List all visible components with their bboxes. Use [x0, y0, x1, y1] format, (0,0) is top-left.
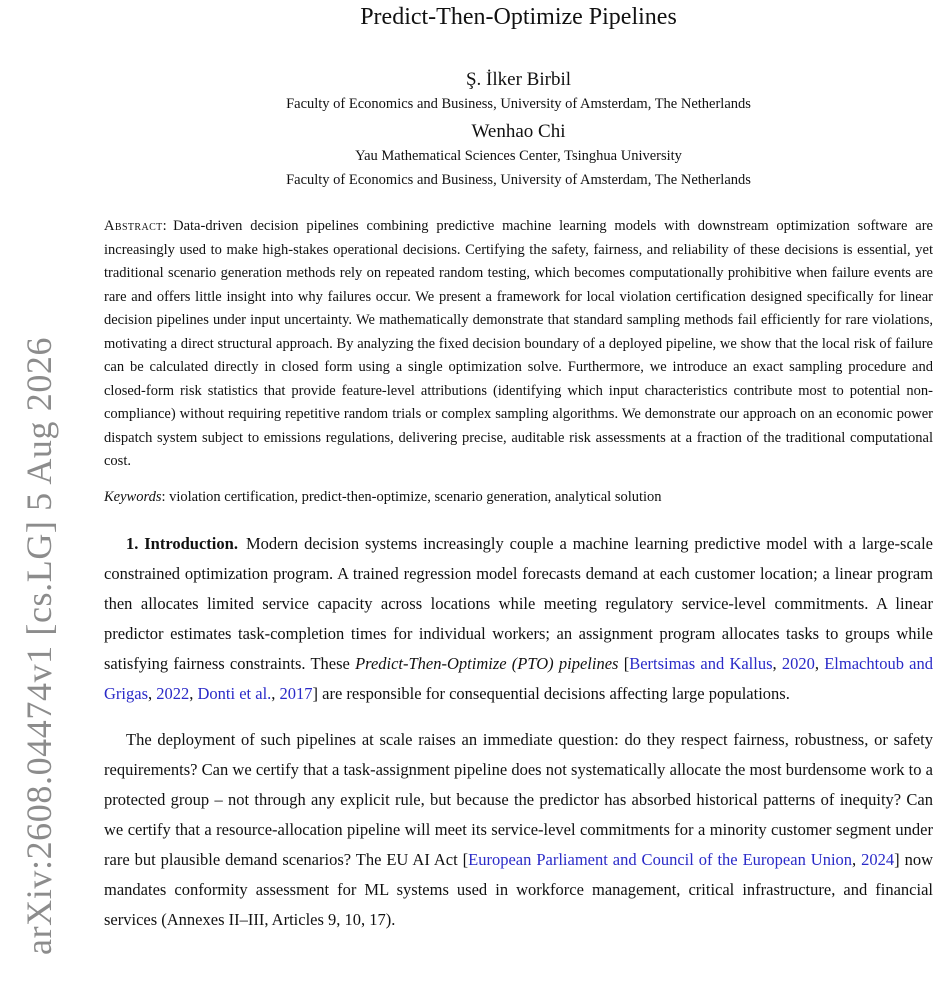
- paper-page: [104, 0, 933, 952]
- citation-year-link[interactable]: 2020: [781, 653, 815, 673]
- author-name: Wenhao Chi: [471, 121, 566, 142]
- citation-year-link[interactable]: 2022: [156, 683, 190, 703]
- arxiv-identifier-text: arXiv:2608.04474v1 [cs.LG] 5 Aug 2026: [19, 336, 59, 955]
- abstract-label: Abstract:: [104, 218, 168, 234]
- citation-link[interactable]: Bertsimas and Kallus: [629, 653, 773, 673]
- keywords-label: Keywords: [104, 488, 162, 505]
- author-affiliation: Yau Mathematical Sciences Center, Tsinghua University: [355, 148, 682, 164]
- intro-text: The deployment of such pipelines at scale raises an immediate question: do they respect fairness, robustness, or safety requirements? Can we certify that a task-assignment pipeline does not systematically allocate the most burdensome work to a protected group – not through any explicit rule, but because the predictor has absorbed historical patterns of inequity? Can we certify that a resource-allocation pipeline will meet its service-level commitments for a minority customer segment under rare but plausible demand scenarios? The EU AI Act: [104, 730, 933, 869]
- paper-title: Predict-Then-Optimize Pipelines: [360, 4, 677, 30]
- keywords: Keywords: violation certification, predict-then-optimize, scenario generation, analytical solution: [104, 488, 662, 505]
- intro-paragraph: 1. Introduction. Modern decision systems increasingly couple a machine learning predictive model with a large-scale constrained optimization program. A trained regression model forecasts demand at each customer location; a linear program then allocates limited service capacity across locations while meeting regulatory service-level commitments. A linear predictor estimates task-completion times for individual workers; an assignment program allocates tasks to groups while satisfying fairness constraints. These Predict-Then-Optimize (PTO) pipelines [Bertsimas and Kallus, 2020, Elmachtoub and Grigas, 2022, Donti et al., 2017] are responsible for consequential decisions affecting large populations.: [104, 533, 934, 703]
- author-affiliation: Faculty of Economics and Business, University of Amsterdam, The Netherlands: [286, 96, 751, 112]
- arxiv-identifier-stamp: [18, 336, 62, 955]
- citation-link[interactable]: Elmachtoub and Grigas: [104, 653, 933, 703]
- author-name: Ş. İlker Birbil: [465, 69, 572, 90]
- citation-link[interactable]: Donti et al.: [197, 683, 272, 703]
- author-block: [104, 68, 933, 192]
- abstract-text: Data-driven decision pipelines combining predictive machine learning models with downstream optimization software are increasingly used to make high-stakes operational decisions. Certifying the safety, fairness, and reliability of these decisions is essential, yet traditional scenario generation methods rely on repeated random testing, which becomes computationally prohibitive when failure events are rare and offers little insight into why failures occur. We present a framework for local violation certification designed specifically for linear decision pipelines under input uncertainty. We mathematically demonstrate that standard sampling methods fail efficiently for rare violations, motivating a direct structural approach. By analyzing the fixed decision boundary of a deployed pipeline, we show that the local risk of failure can be calculated directly in closed form using a single optimization solve. Furthermore, we introduce an exact sampling procedure and closed-form risk statistics that provide feature-level attributions (identifying which input characteristics contribute most to potential non-compliance) without requiring repetitive random trials or complex sampling algorithms. We demonstrate our approach on an economic power dispatch system subject to emissions regulations, delivering precise, auditable risk assessments at a fraction of the traditional computational cost.: [104, 218, 933, 469]
- abstract: [104, 215, 933, 474]
- citation-year-link[interactable]: 2017: [279, 683, 313, 703]
- intro-text: Modern decision systems increasingly couple a machine learning predictive model with a large-scale constrained optimization program. A trained regression model forecasts demand at each customer location; a linear program then allocates limited service capacity across locations while meeting regulatory service-level commitments. A linear predictor estimates task-completion times for individual workers; an assignment program allocates tasks to groups while satisfying fairness constraints. These: [104, 533, 934, 673]
- pto-term: Predict-Then-Optimize (PTO) pipelines: [355, 653, 619, 673]
- keywords-text: violation certification, predict-then-optimize, scenario generation, analytical solution: [169, 488, 662, 505]
- intro-paragraph: The deployment of such pipelines at scale raises an immediate question: do they respect fairness, robustness, or safety requirements? Can we certify that a task-assignment pipeline does not systematically allocate the most burdensome work to a protected group – not through any explicit rule, but because the predictor has absorbed historical patterns of inequity? Can we certify that a resource-allocation pipeline will meet its service-level commitments for a minority customer segment under rare but plausible demand scenarios? The EU AI Act [European Parliament and Council of the European Union, 2024] now mandates conformity assessment for ML systems used in workforce management, critical infrastructure, and financial services (Annexes II–III, Articles 9, 10, 17).: [104, 730, 934, 929]
- citation-link[interactable]: European Parliament and Council of the European Union: [468, 850, 853, 869]
- section-heading: 1. Introduction.: [126, 533, 238, 553]
- intro-text: now mandates conformity assessment for ML systems used in workforce management, critical infrastructure, and financial services (Annexes II–III, Articles 9, 10, 17).: [104, 850, 934, 929]
- intro-text: are responsible for consequential decisions affecting large populations.: [322, 683, 790, 703]
- citation-year-link[interactable]: 2024: [861, 850, 895, 869]
- author-affiliation: Faculty of Economics and Business, University of Amsterdam, The Netherlands: [286, 172, 751, 188]
